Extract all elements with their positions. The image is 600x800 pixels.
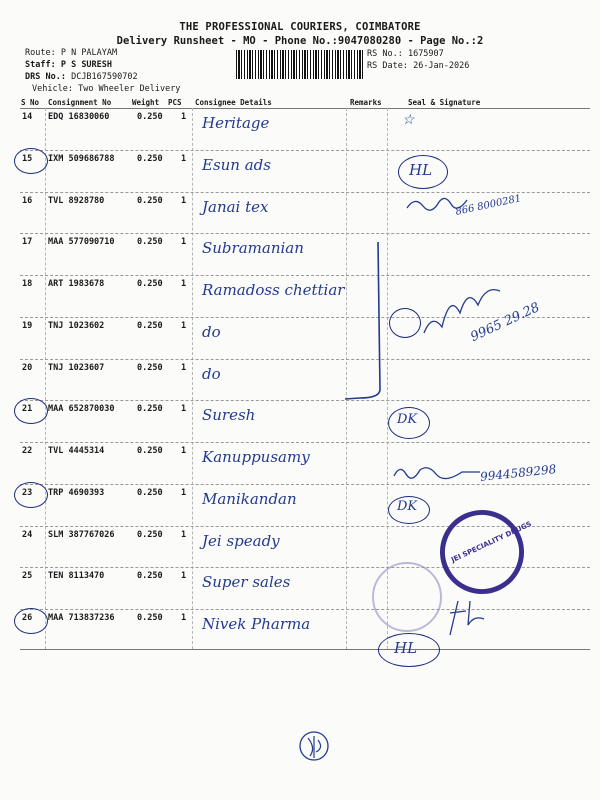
row-sno: 19 [22,320,33,331]
bracket-mark [340,240,390,405]
row-pcs: 1 [181,446,187,456]
row-consignee: Heritage [202,114,270,132]
row-pcs: 1 [181,237,187,248]
sno-circle [14,398,48,424]
rs-no-line: RS No.: 1675907 [367,49,444,59]
staff-value: P S SURESH [60,60,113,70]
row-pcs: 1 [181,279,187,289]
row-consignment-no: SLM 387767026 [48,529,115,540]
row-pcs: 1 [181,529,187,540]
row-consignment-no: IXM 509686788 [48,153,115,164]
signature-scribble-22 [392,460,482,482]
row-consignment-no: TEN 8113470 [48,571,105,582]
row-consignment-no: TVL 8928780 [48,195,105,206]
signature-22: 9944589298 [479,462,557,484]
row-weight: 0.250 [137,153,163,164]
rs-date-value: 26-Jan-2026 [413,61,470,71]
row-consignee: Janai tex [202,197,269,216]
signature-circle [389,308,421,338]
row-divider [20,400,590,401]
row-weight: 0.250 [137,195,163,206]
sno-circle [14,148,48,174]
row-consignee: Kanuppusamy [202,448,310,466]
row-sno: 24 [22,529,33,540]
row-consignee: Ramadoss chettiar [202,281,345,299]
row-divider [20,150,590,151]
row-consignment-no: ART 1983678 [48,279,105,289]
row-consignment-no: TNJ 1023607 [48,362,105,373]
row-pcs: 1 [181,153,187,164]
drs-value: DCJB167590702 [71,72,138,82]
row-consignment-no: MAA 652870030 [48,404,115,415]
row-sno: 22 [22,446,33,456]
row-divider [20,192,590,193]
row-pcs: 1 [181,487,187,498]
faint-stamp [372,562,442,632]
row-consignee: Subramanian [202,239,304,258]
col-consignee: Consignee Details [195,98,272,107]
company-title: THE PROFESSIONAL COURIERS, COIMBATORE [179,21,421,33]
signature-21: DK [397,412,418,427]
row-sno: 14 [22,112,33,122]
signature-16: 866 8000281 [454,193,523,218]
col-remarks: Remarks [350,98,382,107]
row-weight: 0.250 [137,112,163,122]
row-weight: 0.250 [137,613,163,623]
row-weight: 0.250 [137,529,163,540]
route-line: Route: P N PALAYAM [25,48,118,58]
row-consignee: Suresh [202,406,256,425]
row-consignment-no: TVL 4445314 [48,446,105,456]
route-value: P N PALAYAM [60,48,118,58]
row-sno: 17 [22,237,33,248]
row-sno: 25 [22,571,33,582]
col-consignment: Consignment No [48,98,112,107]
row-consignment-no: EDQ 16830060 [48,112,110,122]
row-consignee: Super sales [202,573,291,592]
col-seal: Seal & Signature [408,98,481,107]
row-weight: 0.250 [137,487,163,498]
row-divider [20,442,590,443]
row-consignee: Jei speady [202,531,280,550]
row-weight: 0.250 [137,571,163,582]
header-rule [20,108,590,109]
row-sno: 23 [22,487,33,498]
signature-18: 9965 29.28 [468,299,543,346]
row-weight: 0.250 [137,320,163,331]
initial-mark [296,728,332,764]
row-consignment-no: MAA 713837236 [48,613,115,623]
barcode [236,50,364,79]
row-weight: 0.250 [137,279,163,289]
vehicle-line: Vehicle: Two Wheeler Delivery [32,84,181,94]
row-pcs: 1 [181,362,187,373]
row-pcs: 1 [181,112,187,122]
vehicle-value: Two Wheeler Delivery [78,84,181,94]
row-divider [20,609,590,610]
signature-scribble-26 [440,595,490,640]
row-weight: 0.250 [137,237,163,248]
row-pcs: 1 [181,404,187,415]
row-sno: 26 [22,613,33,623]
rs-date-line: RS Date: 26-Jan-2026 [367,61,470,71]
company-stamp: JEI SPECIALITY DRUGS [426,496,538,608]
runsheet-subtitle: Delivery Runsheet - MO - Phone No.:9047080280 - Page No.:2 [116,35,484,47]
row-weight: 0.250 [137,404,163,415]
row-consignee: do [202,364,221,383]
sno-circle [14,608,48,634]
row-pcs: 1 [181,571,187,582]
row-consignment-no: TRP 4690393 [48,487,105,498]
row-sno: 16 [22,195,33,206]
row-divider [20,275,590,276]
row-consignment-no: TNJ 1023602 [48,320,105,331]
row-consignee: Nivek Pharma [202,615,311,633]
staff-line: Staff: P S SURESH [25,60,113,70]
row-sno: 15 [22,153,33,164]
row-weight: 0.250 [137,362,163,373]
seal-mark-icon: ☆ [402,112,415,128]
drs-line: DRS No.: DCJB167590702 [25,72,138,82]
row-sno: 18 [22,279,33,289]
signature-26: HL [394,639,418,657]
row-consignee: Esun ads [202,155,271,174]
row-consignment-no: MAA 577090710 [48,237,115,248]
signature-15: HL [409,161,433,179]
footer-rule [20,649,590,650]
col-sno: S No [21,98,40,107]
row-sno: 21 [22,404,33,415]
row-pcs: 1 [181,320,187,331]
col-weight: Weight [132,98,160,107]
row-pcs: 1 [181,613,187,623]
row-divider [20,484,590,485]
row-sno: 20 [22,362,33,373]
row-divider [20,233,590,234]
row-weight: 0.250 [137,446,163,456]
row-consignee: Manikandan [202,489,297,508]
row-consignee: do [202,322,221,341]
row-pcs: 1 [181,195,187,206]
col-pcs: PCS [168,98,182,107]
rs-no-value: 1675907 [407,49,444,59]
signature-23: DK [397,499,418,514]
sno-circle [14,482,48,508]
row-divider [20,359,590,360]
